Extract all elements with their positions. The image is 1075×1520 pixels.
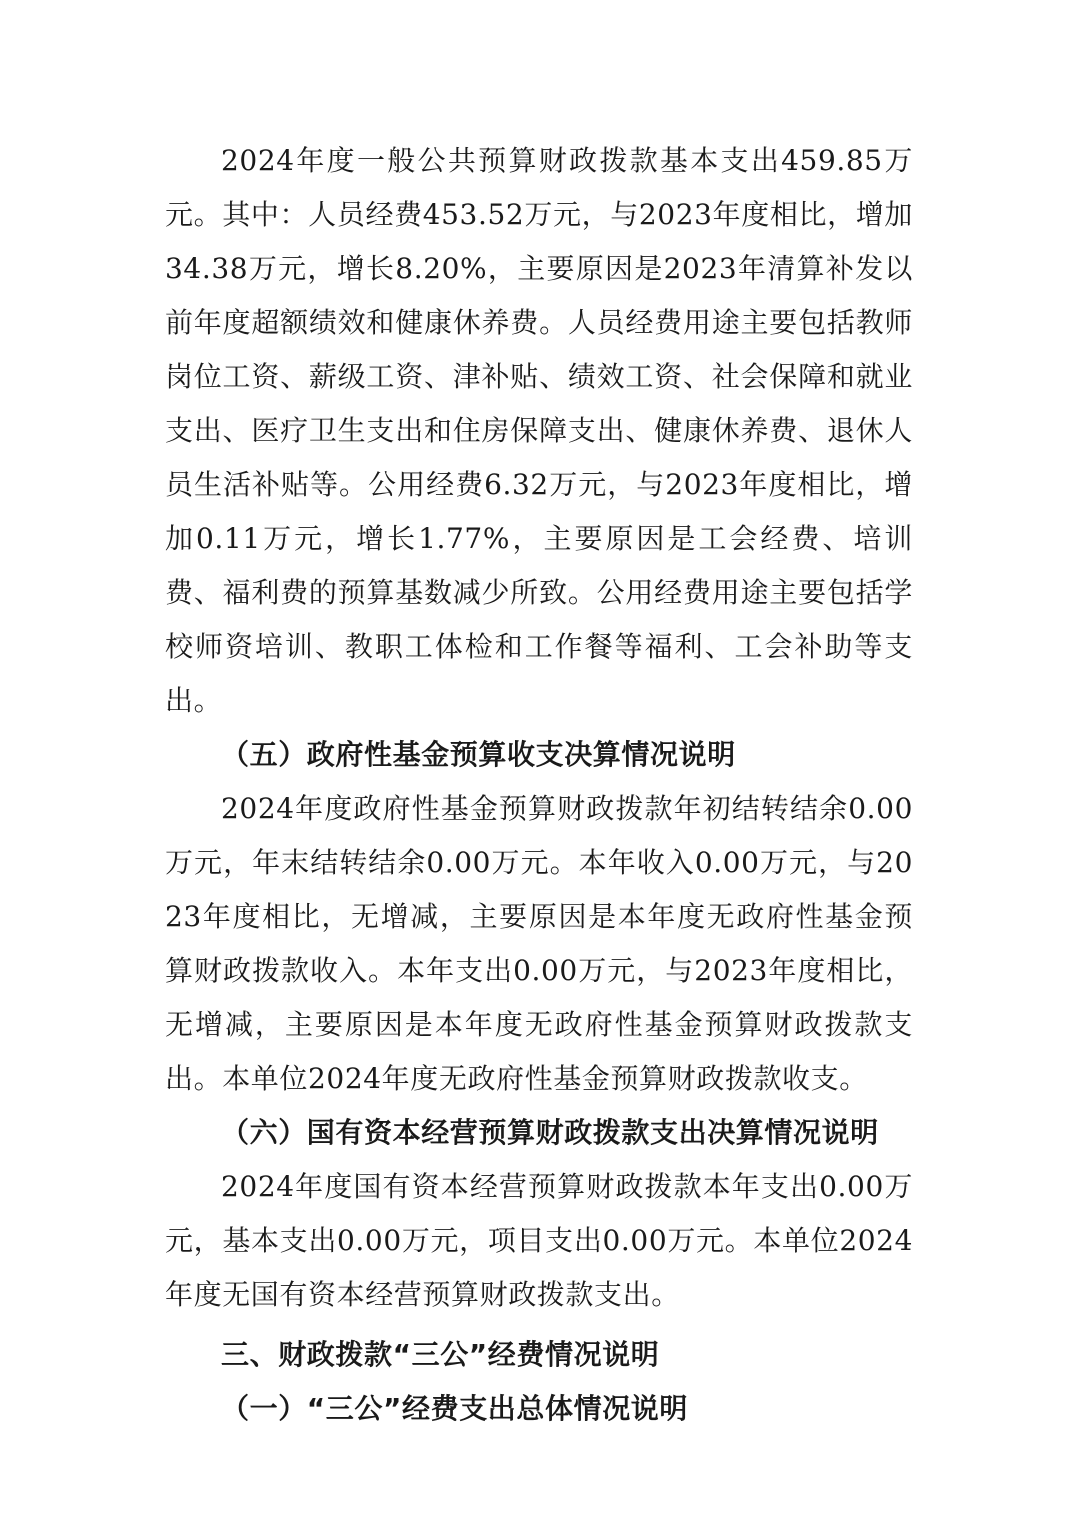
heading-three-public-overview: （一）“三公”经费支出总体情况说明 xyxy=(221,1392,689,1425)
paragraph-basic-expenditure: 2024年度一般公共预算财政拨款基本支出459.85万元。其中：人员经费453.52万元，与2023年度相比，增加34.38万元，增长8.20%，主要原因是2023年清算补发以前年度超额绩效和健康休养费。人员经费用途主要包括教师岗位工资、薪级工资、津补贴、绩效工资、社会保障和就业支出、医疗卫生支出和住房保障支出、健康休养费、退休人员生活补贴等。公用经费6.32万元，与2023年度相比，增加0.11万元，增长1.77%，主要原因是工会经费、培训费、福利费的预算基数减少所致。公用经费用途主要包括学校师资培训、教职工体检和工作餐等福利、工会补助等支出。 xyxy=(165,144,913,717)
section-heading-three-public: 三、财政拨款“三公”经费情况说明 xyxy=(221,1338,660,1371)
document-page xyxy=(165,134,913,1436)
heading-state-capital: （六）国有资本经营预算财政拨款支出决算情况说明 xyxy=(221,1116,879,1149)
paragraph-government-fund: 2024年度政府性基金预算财政拨款年初结转结余0.00万元，年末结转结余0.00万元。本年收入0.00万元，与2023年度相比，无增减，主要原因是本年度无政府性基金预算财政拨款收入。本年支出0.00万元，与2023年度相比，无增减，主要原因是本年度无政府性基金预算财政拨款支出。本单位2024年度无政府性基金预算财政拨款收支。 xyxy=(165,792,913,1095)
heading-government-fund: （五）政府性基金预算收支决算情况说明 xyxy=(221,738,736,771)
paragraph-state-capital: 2024年度国有资本经营预算财政拨款本年支出0.00万元，基本支出0.00万元，项目支出0.00万元。本单位2024年度无国有资本经营预算财政拨款支出。 xyxy=(165,1170,913,1311)
